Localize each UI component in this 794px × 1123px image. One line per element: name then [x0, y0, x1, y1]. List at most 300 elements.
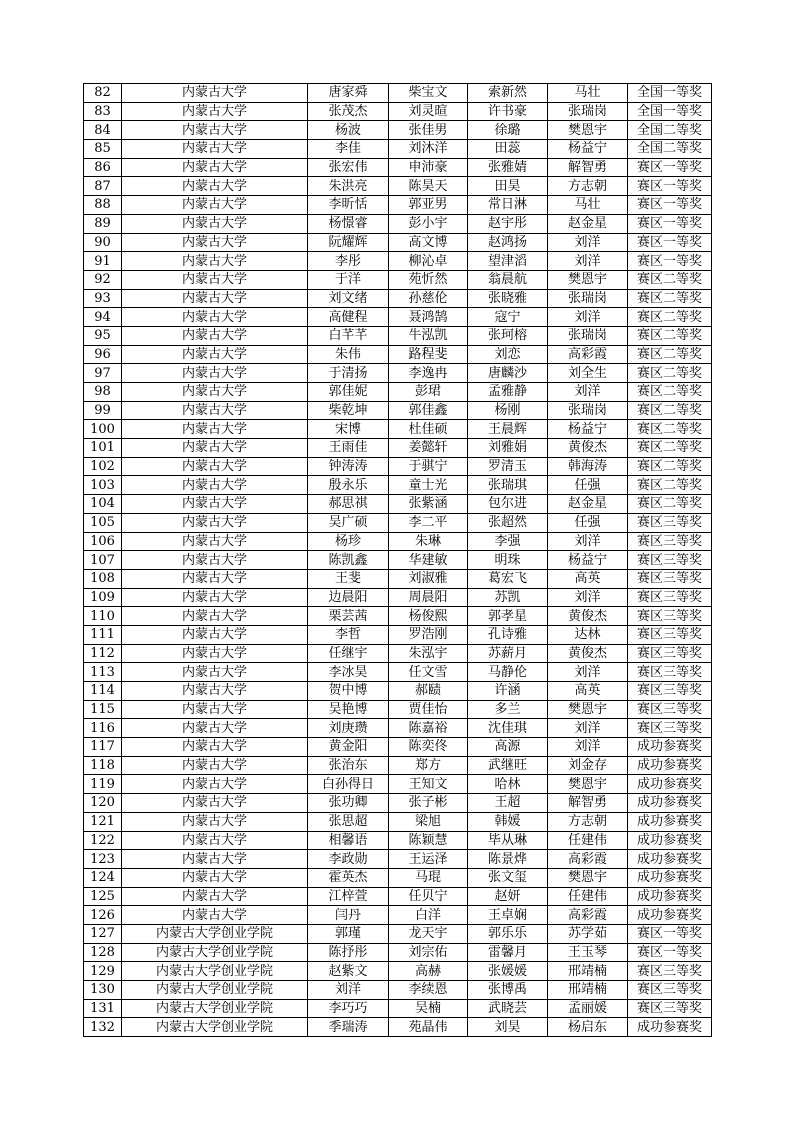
- member-1-cell: 殷永乐: [308, 476, 389, 495]
- member-1-cell: 杨憬睿: [308, 214, 389, 233]
- school-name-cell: 内蒙古大学: [122, 457, 308, 476]
- table-row: [84, 924, 712, 943]
- advisor-cell: 刘金存: [548, 756, 628, 775]
- advisor-cell: 高英: [548, 569, 628, 588]
- school-name-cell: 内蒙古大学: [122, 84, 308, 103]
- member-3-cell: 索新然: [468, 84, 548, 103]
- member-2-cell: 郑方: [389, 756, 468, 775]
- table-row: [84, 140, 712, 159]
- row-number-cell: 104: [84, 495, 122, 514]
- school-name-cell: 内蒙古大学: [122, 177, 308, 196]
- member-1-cell: 高健程: [308, 308, 389, 327]
- table-row: [84, 84, 712, 103]
- award-level-cell: 赛区二等奖: [628, 495, 712, 514]
- advisor-cell: 杨益宁: [548, 551, 628, 570]
- award-level-cell: 赛区二等奖: [628, 420, 712, 439]
- school-name-cell: 内蒙古大学: [122, 289, 308, 308]
- member-2-cell: 刘灵暄: [389, 102, 468, 121]
- row-number-cell: 128: [84, 943, 122, 962]
- table-row: [84, 906, 712, 925]
- advisor-cell: 樊恩宇: [548, 775, 628, 794]
- member-2-cell: 于骐宁: [389, 457, 468, 476]
- advisor-cell: 樊恩宇: [548, 700, 628, 719]
- award-level-cell: 赛区二等奖: [628, 289, 712, 308]
- advisor-cell: 刘洋: [548, 532, 628, 551]
- table-row: [84, 775, 712, 794]
- school-name-cell: 内蒙古大学: [122, 308, 308, 327]
- member-1-cell: 吴艳博: [308, 700, 389, 719]
- table-row: [84, 102, 712, 121]
- school-name-cell: 内蒙古大学: [122, 102, 308, 121]
- member-1-cell: 于洋: [308, 270, 389, 289]
- award-level-cell: 全国一等奖: [628, 84, 712, 103]
- member-3-cell: 苏薪月: [468, 644, 548, 663]
- member-1-cell: 刘庚瓒: [308, 719, 389, 738]
- award-level-cell: 赛区三等奖: [628, 700, 712, 719]
- school-name-cell: 内蒙古大学: [122, 644, 308, 663]
- member-1-cell: 边晨阳: [308, 588, 389, 607]
- advisor-cell: 任建伟: [548, 887, 628, 906]
- row-number-cell: 127: [84, 924, 122, 943]
- school-name-cell: 内蒙古大学: [122, 420, 308, 439]
- row-number-cell: 116: [84, 719, 122, 738]
- member-3-cell: 苏凯: [468, 588, 548, 607]
- row-number-cell: 120: [84, 794, 122, 813]
- member-1-cell: 张思超: [308, 812, 389, 831]
- advisor-cell: 刘洋: [548, 588, 628, 607]
- member-3-cell: 高源: [468, 738, 548, 757]
- member-1-cell: 李佳: [308, 140, 389, 159]
- table-body: [84, 84, 712, 1037]
- advisor-cell: 方志朝: [548, 812, 628, 831]
- row-number-cell: 96: [84, 345, 122, 364]
- row-number-cell: 103: [84, 476, 122, 495]
- member-1-cell: 陈凯鑫: [308, 551, 389, 570]
- member-3-cell: 郭乐乐: [468, 924, 548, 943]
- row-number-cell: 88: [84, 196, 122, 215]
- school-name-cell: 内蒙古大学: [122, 439, 308, 458]
- award-level-cell: 赛区三等奖: [628, 551, 712, 570]
- row-number-cell: 98: [84, 383, 122, 402]
- member-3-cell: 张晓雅: [468, 289, 548, 308]
- member-1-cell: 郝思祺: [308, 495, 389, 514]
- table-row: [84, 943, 712, 962]
- table-row: [84, 345, 712, 364]
- member-2-cell: 任贝宁: [389, 887, 468, 906]
- table-row: [84, 794, 712, 813]
- row-number-cell: 91: [84, 252, 122, 271]
- table-row: [84, 214, 712, 233]
- school-name-cell: 内蒙古大学创业学院: [122, 999, 308, 1018]
- award-level-cell: 赛区三等奖: [628, 682, 712, 701]
- table-row: [84, 457, 712, 476]
- school-name-cell: 内蒙古大学: [122, 495, 308, 514]
- member-3-cell: 张雅婧: [468, 158, 548, 177]
- table-row: [84, 569, 712, 588]
- member-1-cell: 张功卿: [308, 794, 389, 813]
- table-row: [84, 233, 712, 252]
- member-2-cell: 苑忻然: [389, 270, 468, 289]
- row-number-cell: 101: [84, 439, 122, 458]
- table-row: [84, 607, 712, 626]
- award-level-cell: 赛区三等奖: [628, 532, 712, 551]
- award-level-cell: 赛区一等奖: [628, 214, 712, 233]
- school-name-cell: 内蒙古大学: [122, 738, 308, 757]
- advisor-cell: 张瑞岗: [548, 401, 628, 420]
- table-row: [84, 887, 712, 906]
- member-2-cell: 罗浩刚: [389, 625, 468, 644]
- member-3-cell: 张媛媛: [468, 962, 548, 981]
- school-name-cell: 内蒙古大学: [122, 140, 308, 159]
- award-level-cell: 赛区三等奖: [628, 588, 712, 607]
- award-level-cell: 成功参赛奖: [628, 794, 712, 813]
- school-name-cell: 内蒙古大学: [122, 383, 308, 402]
- school-name-cell: 内蒙古大学: [122, 551, 308, 570]
- member-2-cell: 刘沐洋: [389, 140, 468, 159]
- member-2-cell: 姜懿轩: [389, 439, 468, 458]
- school-name-cell: 内蒙古大学创业学院: [122, 962, 308, 981]
- table-row: [84, 513, 712, 532]
- member-2-cell: 贾佳怡: [389, 700, 468, 719]
- advisor-cell: 刘洋: [548, 738, 628, 757]
- member-1-cell: 杨珍: [308, 532, 389, 551]
- row-number-cell: 108: [84, 569, 122, 588]
- advisor-cell: 任建伟: [548, 831, 628, 850]
- member-3-cell: 哈林: [468, 775, 548, 794]
- member-3-cell: 赵鸿扬: [468, 233, 548, 252]
- table-row: [84, 196, 712, 215]
- member-1-cell: 阮耀辉: [308, 233, 389, 252]
- advisor-cell: 黄俊杰: [548, 439, 628, 458]
- member-1-cell: 白孙得日: [308, 775, 389, 794]
- member-3-cell: 毕从琳: [468, 831, 548, 850]
- member-3-cell: 马静伦: [468, 663, 548, 682]
- school-name-cell: 内蒙古大学: [122, 345, 308, 364]
- award-level-cell: 赛区三等奖: [628, 663, 712, 682]
- table-row: [84, 962, 712, 981]
- member-3-cell: 王超: [468, 794, 548, 813]
- member-1-cell: 吴广硕: [308, 513, 389, 532]
- member-2-cell: 柴宝文: [389, 84, 468, 103]
- row-number-cell: 84: [84, 121, 122, 140]
- school-name-cell: 内蒙古大学: [122, 831, 308, 850]
- member-2-cell: 马琨: [389, 868, 468, 887]
- school-name-cell: 内蒙古大学: [122, 158, 308, 177]
- award-level-cell: 赛区三等奖: [628, 719, 712, 738]
- member-1-cell: 于清扬: [308, 364, 389, 383]
- advisor-cell: 张瑞岗: [548, 326, 628, 345]
- member-3-cell: 许书豪: [468, 102, 548, 121]
- school-name-cell: 内蒙古大学: [122, 121, 308, 140]
- member-2-cell: 孙慈伦: [389, 289, 468, 308]
- advisor-cell: 高英: [548, 682, 628, 701]
- school-name-cell: 内蒙古大学: [122, 196, 308, 215]
- table-row: [84, 719, 712, 738]
- school-name-cell: 内蒙古大学: [122, 663, 308, 682]
- table-row: [84, 700, 712, 719]
- member-3-cell: 包尔进: [468, 495, 548, 514]
- school-name-cell: 内蒙古大学: [122, 906, 308, 925]
- table-row: [84, 364, 712, 383]
- advisor-cell: 方志朝: [548, 177, 628, 196]
- school-name-cell: 内蒙古大学: [122, 775, 308, 794]
- advisor-cell: 张瑞岗: [548, 102, 628, 121]
- member-1-cell: 李冰昊: [308, 663, 389, 682]
- table-row: [84, 252, 712, 271]
- school-name-cell: 内蒙古大学: [122, 513, 308, 532]
- row-number-cell: 131: [84, 999, 122, 1018]
- table-row: [84, 999, 712, 1018]
- member-3-cell: 翁晨航: [468, 270, 548, 289]
- award-level-cell: 成功参赛奖: [628, 850, 712, 869]
- school-name-cell: 内蒙古大学创业学院: [122, 981, 308, 1000]
- member-3-cell: 罗清玉: [468, 457, 548, 476]
- member-3-cell: 张文玺: [468, 868, 548, 887]
- advisor-cell: 解智勇: [548, 158, 628, 177]
- advisor-cell: 邢靖楠: [548, 981, 628, 1000]
- member-1-cell: 刘洋: [308, 981, 389, 1000]
- row-number-cell: 87: [84, 177, 122, 196]
- school-name-cell: 内蒙古大学: [122, 233, 308, 252]
- member-3-cell: 李强: [468, 532, 548, 551]
- member-3-cell: 郭孝星: [468, 607, 548, 626]
- row-number-cell: 86: [84, 158, 122, 177]
- member-2-cell: 路程斐: [389, 345, 468, 364]
- school-name-cell: 内蒙古大学: [122, 364, 308, 383]
- school-name-cell: 内蒙古大学: [122, 588, 308, 607]
- member-1-cell: 杨波: [308, 121, 389, 140]
- advisor-cell: 高彩霞: [548, 345, 628, 364]
- row-number-cell: 123: [84, 850, 122, 869]
- member-1-cell: 季瑞涛: [308, 1018, 389, 1037]
- member-3-cell: 王晨辉: [468, 420, 548, 439]
- table-row: [84, 532, 712, 551]
- advisor-cell: 高彩霞: [548, 906, 628, 925]
- member-3-cell: 武晓芸: [468, 999, 548, 1018]
- advisor-cell: 刘洋: [548, 233, 628, 252]
- advisor-cell: 高彩霞: [548, 850, 628, 869]
- member-3-cell: 张博禹: [468, 981, 548, 1000]
- member-3-cell: 赵妍: [468, 887, 548, 906]
- table-row: [84, 625, 712, 644]
- table-row: [84, 1018, 712, 1037]
- award-level-cell: 赛区二等奖: [628, 326, 712, 345]
- member-3-cell: 孟雅静: [468, 383, 548, 402]
- advisor-cell: 邢靖楠: [548, 962, 628, 981]
- award-level-cell: 赛区一等奖: [628, 252, 712, 271]
- award-level-cell: 成功参赛奖: [628, 738, 712, 757]
- school-name-cell: 内蒙古大学: [122, 569, 308, 588]
- member-2-cell: 牛泓凯: [389, 326, 468, 345]
- table-row: [84, 383, 712, 402]
- school-name-cell: 内蒙古大学: [122, 532, 308, 551]
- school-name-cell: 内蒙古大学: [122, 850, 308, 869]
- advisor-cell: 樊恩宇: [548, 121, 628, 140]
- member-3-cell: 田昊: [468, 177, 548, 196]
- member-3-cell: 沈佳琪: [468, 719, 548, 738]
- member-3-cell: 徐璐: [468, 121, 548, 140]
- table-row: [84, 308, 712, 327]
- member-1-cell: 宋博: [308, 420, 389, 439]
- member-2-cell: 郭亚男: [389, 196, 468, 215]
- advisor-cell: 王玉琴: [548, 943, 628, 962]
- advisor-cell: 杨启东: [548, 1018, 628, 1037]
- member-3-cell: 张超然: [468, 513, 548, 532]
- award-level-cell: 赛区三等奖: [628, 962, 712, 981]
- school-name-cell: 内蒙古大学: [122, 700, 308, 719]
- member-3-cell: 武继旺: [468, 756, 548, 775]
- member-1-cell: 任继宇: [308, 644, 389, 663]
- member-2-cell: 陈颖慧: [389, 831, 468, 850]
- award-level-cell: 全国二等奖: [628, 140, 712, 159]
- member-3-cell: 田蕊: [468, 140, 548, 159]
- member-2-cell: 陈昊天: [389, 177, 468, 196]
- member-2-cell: 郭佳鑫: [389, 401, 468, 420]
- award-level-cell: 成功参赛奖: [628, 906, 712, 925]
- member-2-cell: 聂鸿鹄: [389, 308, 468, 327]
- row-number-cell: 89: [84, 214, 122, 233]
- school-name-cell: 内蒙古大学: [122, 252, 308, 271]
- member-2-cell: 彭小宇: [389, 214, 468, 233]
- row-number-cell: 122: [84, 831, 122, 850]
- table-row: [84, 420, 712, 439]
- row-number-cell: 118: [84, 756, 122, 775]
- advisor-cell: 马壮: [548, 84, 628, 103]
- member-1-cell: 刘文绪: [308, 289, 389, 308]
- table-row: [84, 270, 712, 289]
- member-3-cell: 刘雅娟: [468, 439, 548, 458]
- row-number-cell: 115: [84, 700, 122, 719]
- award-level-cell: 赛区一等奖: [628, 924, 712, 943]
- row-number-cell: 97: [84, 364, 122, 383]
- member-2-cell: 张紫涵: [389, 495, 468, 514]
- member-2-cell: 张佳男: [389, 121, 468, 140]
- member-2-cell: 吴楠: [389, 999, 468, 1018]
- member-3-cell: 孔诗雅: [468, 625, 548, 644]
- row-number-cell: 132: [84, 1018, 122, 1037]
- school-name-cell: 内蒙古大学: [122, 214, 308, 233]
- member-2-cell: 华建敏: [389, 551, 468, 570]
- row-number-cell: 95: [84, 326, 122, 345]
- member-1-cell: 李昕恬: [308, 196, 389, 215]
- member-1-cell: 相馨语: [308, 831, 389, 850]
- member-1-cell: 张治东: [308, 756, 389, 775]
- member-3-cell: 张瑞琪: [468, 476, 548, 495]
- member-1-cell: 霍英杰: [308, 868, 389, 887]
- award-level-cell: 赛区二等奖: [628, 401, 712, 420]
- member-2-cell: 李二平: [389, 513, 468, 532]
- member-2-cell: 梁旭: [389, 812, 468, 831]
- row-number-cell: 124: [84, 868, 122, 887]
- school-name-cell: 内蒙古大学: [122, 812, 308, 831]
- member-2-cell: 童士光: [389, 476, 468, 495]
- member-3-cell: 多兰: [468, 700, 548, 719]
- member-1-cell: 赵紫文: [308, 962, 389, 981]
- table-row: [84, 850, 712, 869]
- member-1-cell: 钟涛涛: [308, 457, 389, 476]
- advisor-cell: 赵金星: [548, 214, 628, 233]
- award-level-cell: 赛区二等奖: [628, 345, 712, 364]
- table-row: [84, 663, 712, 682]
- table-row: [84, 682, 712, 701]
- award-level-cell: 赛区二等奖: [628, 383, 712, 402]
- award-level-cell: 全国一等奖: [628, 102, 712, 121]
- row-number-cell: 117: [84, 738, 122, 757]
- award-level-cell: 赛区二等奖: [628, 457, 712, 476]
- member-1-cell: 栗芸茜: [308, 607, 389, 626]
- table-row: [84, 588, 712, 607]
- advisor-cell: 樊恩宇: [548, 270, 628, 289]
- school-name-cell: 内蒙古大学创业学院: [122, 924, 308, 943]
- row-number-cell: 126: [84, 906, 122, 925]
- member-1-cell: 江梓萱: [308, 887, 389, 906]
- member-2-cell: 龙天宇: [389, 924, 468, 943]
- member-2-cell: 王知文: [389, 775, 468, 794]
- table-row: [84, 738, 712, 757]
- member-1-cell: 黄金阳: [308, 738, 389, 757]
- row-number-cell: 129: [84, 962, 122, 981]
- advisor-cell: 杨益宁: [548, 420, 628, 439]
- member-2-cell: 任文雪: [389, 663, 468, 682]
- member-2-cell: 周晨阳: [389, 588, 468, 607]
- table-row: [84, 401, 712, 420]
- table-row: [84, 981, 712, 1000]
- advisor-cell: 刘全生: [548, 364, 628, 383]
- table-row: [84, 756, 712, 775]
- member-2-cell: 刘宗佑: [389, 943, 468, 962]
- member-1-cell: 贺中博: [308, 682, 389, 701]
- table-row: [84, 812, 712, 831]
- award-level-cell: 赛区一等奖: [628, 177, 712, 196]
- advisor-cell: 解智勇: [548, 794, 628, 813]
- award-level-cell: 赛区一等奖: [628, 233, 712, 252]
- member-3-cell: 常日淋: [468, 196, 548, 215]
- member-2-cell: 朱泓宇: [389, 644, 468, 663]
- advisor-cell: 张瑞岗: [548, 289, 628, 308]
- award-level-cell: 全国二等奖: [628, 121, 712, 140]
- advisor-cell: 任强: [548, 476, 628, 495]
- award-level-cell: 赛区二等奖: [628, 476, 712, 495]
- table-row: [84, 551, 712, 570]
- member-3-cell: 许涵: [468, 682, 548, 701]
- member-2-cell: 刘淑雅: [389, 569, 468, 588]
- school-name-cell: 内蒙古大学: [122, 756, 308, 775]
- school-name-cell: 内蒙古大学: [122, 794, 308, 813]
- member-1-cell: 郭佳妮: [308, 383, 389, 402]
- member-1-cell: 唐家舜: [308, 84, 389, 103]
- member-3-cell: 葛宏飞: [468, 569, 548, 588]
- award-level-cell: 赛区一等奖: [628, 196, 712, 215]
- advisor-cell: 刘洋: [548, 383, 628, 402]
- school-name-cell: 内蒙古大学: [122, 625, 308, 644]
- member-3-cell: 张珂榕: [468, 326, 548, 345]
- award-level-cell: 成功参赛奖: [628, 775, 712, 794]
- member-2-cell: 柳沁卓: [389, 252, 468, 271]
- school-name-cell: 内蒙古大学: [122, 719, 308, 738]
- member-2-cell: 高赫: [389, 962, 468, 981]
- member-3-cell: 王卓娴: [468, 906, 548, 925]
- award-level-cell: 成功参赛奖: [628, 887, 712, 906]
- member-2-cell: 李逸冉: [389, 364, 468, 383]
- member-1-cell: 陈抒彤: [308, 943, 389, 962]
- advisor-cell: 刘洋: [548, 308, 628, 327]
- row-number-cell: 105: [84, 513, 122, 532]
- award-level-cell: 赛区三等奖: [628, 999, 712, 1018]
- award-level-cell: 赛区二等奖: [628, 364, 712, 383]
- row-number-cell: 125: [84, 887, 122, 906]
- row-number-cell: 99: [84, 401, 122, 420]
- member-1-cell: 朱伟: [308, 345, 389, 364]
